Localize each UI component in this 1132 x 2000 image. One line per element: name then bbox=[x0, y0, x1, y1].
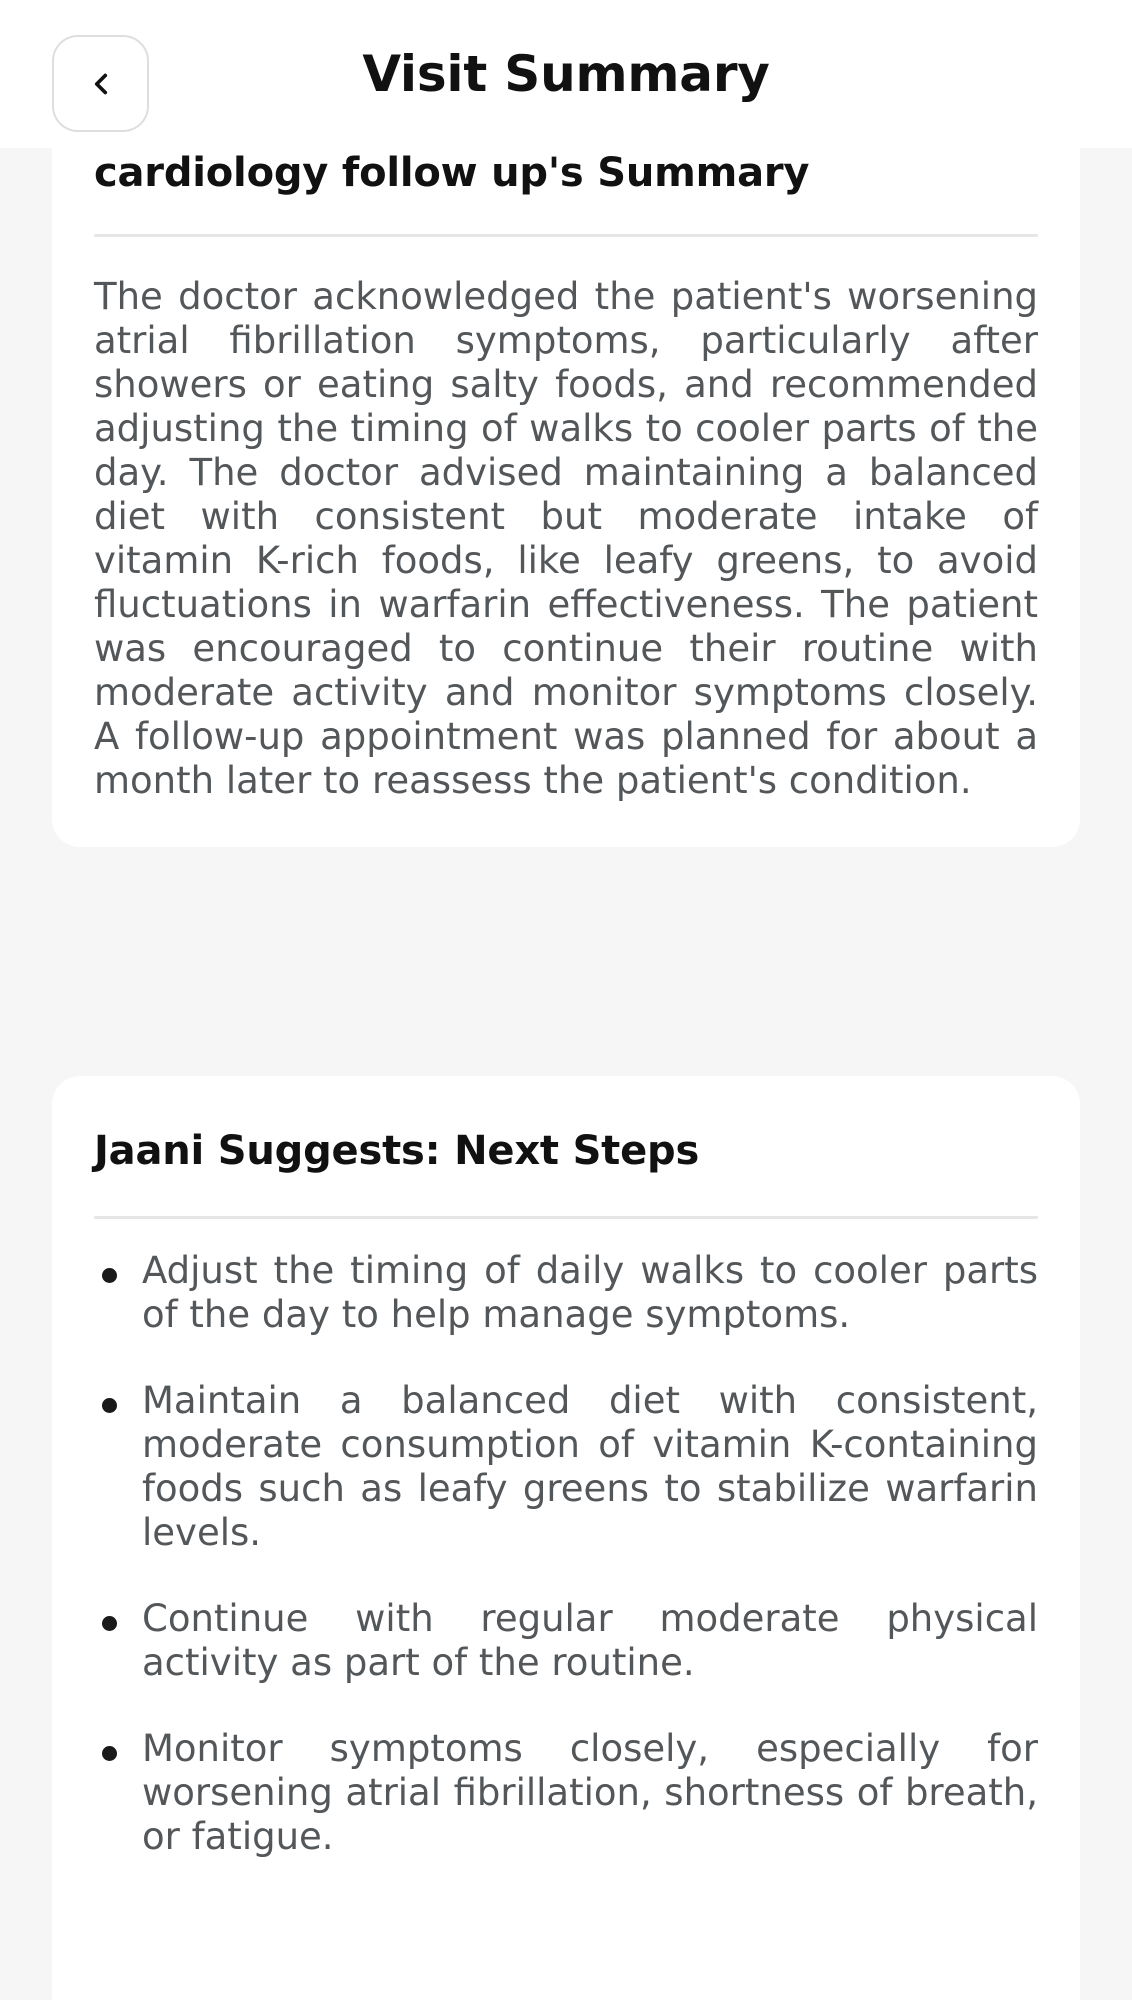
list-item bbox=[94, 1597, 1038, 1685]
app-header bbox=[0, 0, 1132, 148]
list-item bbox=[94, 1727, 1038, 1859]
summary-card-title: cardiology follow up's Summary bbox=[94, 150, 810, 196]
list-item bbox=[94, 1379, 1038, 1555]
list-item bbox=[94, 1249, 1038, 1337]
bullet-icon bbox=[102, 1398, 117, 1413]
next-steps-list bbox=[94, 1249, 1038, 1859]
bullet-icon bbox=[102, 1616, 117, 1631]
visit-summary-card bbox=[52, 148, 1080, 847]
chevron-left-icon bbox=[84, 67, 118, 101]
list-item-text: Adjust the timing of daily walks to cooler parts of the day to help manage symptoms. bbox=[142, 1249, 1038, 1337]
bullet-icon bbox=[102, 1268, 117, 1283]
list-item-text: Monitor symptoms closely, especially for worsening atrial fibrillation, shortness of breath, or fatigue. bbox=[142, 1727, 1038, 1859]
scroll-container[interactable] bbox=[0, 148, 1132, 2000]
back-button[interactable] bbox=[52, 35, 149, 132]
summary-body-text: The doctor acknowledged the patient's worsening atrial fibrillation symptoms, particularly after showers or eating salty foods, and recommended adjusting the timing of walks to cooler parts of the day. The doctor advised maintaining a balanced diet with consistent but moderate intake of vitamin K-rich foods, like leafy greens, to avoid fluctuations in warfarin effectiveness. The patient was encouraged to continue their routine with moderate activity and monitor symptoms closely. A follow-up appointment was planned for about a month later to reassess the patient's condition. bbox=[94, 275, 1038, 803]
next-steps-card bbox=[52, 1076, 1080, 2000]
bullet-icon bbox=[102, 1746, 117, 1761]
summary-card-divider bbox=[94, 234, 1038, 237]
next-steps-card-title: Jaani Suggests: Next Steps bbox=[94, 1128, 700, 1174]
list-item-text: Continue with regular moderate physical activity as part of the routine. bbox=[142, 1597, 1038, 1685]
list-item-text: Maintain a balanced diet with consistent, moderate consumption of vitamin K-containing foods such as leafy greens to stabilize warfarin levels. bbox=[142, 1379, 1038, 1555]
page-title: Visit Summary bbox=[362, 45, 770, 103]
next-steps-card-divider bbox=[94, 1216, 1038, 1219]
